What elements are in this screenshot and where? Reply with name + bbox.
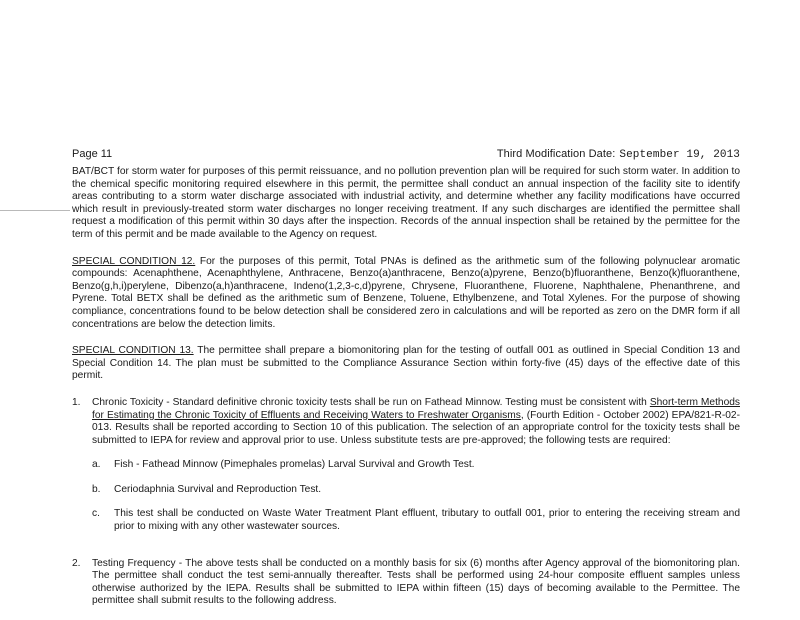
page-header <box>72 148 740 161</box>
special-condition-12-text: For the purposes of this permit, Total PNAs is defined as the arithmetic sum of the following polynuclear aromatic compounds: Acenaphthene, Acenaphthylene, Anthracene, Benzo(a)anthracene, Benzo(a)pyrene, Benzo(b)fluoranthene, Benzo(k)fluoranthene, Benzo(g,h,i)perylene, Dibenzo(a,h)anthracene, Indeno(1,2,3-c,d)pyrene, Chrysene, Fluoranthene, Fluorene, Naphthalene, Phenanthrene, and Pyrene. Total BETX shall be defined as the arithmetic sum of Benzene, Toluene, Ethylbenzene, and Total Xylenes. For the purpose of showing compliance, concentrations found to be below detection shall be considered zero in calculations and will be reported as zero on the DMR form if all concentrations are below the detection limits. <box>72 255 741 330</box>
list-item-text-continued: , (Fourth Edition - October 2002) EPA/821-R-02-013. Results shall be reported according to Section 10 of this publication. The selection of an appropriate control for the toxicity tests shall be submitted to IEPA for review and approval prior to use. Unless substitute tests are pre-approved; the following tests are required: <box>92 409 740 446</box>
modification-date: September 19, 2013 <box>619 149 740 161</box>
list-item <box>72 558 740 608</box>
special-condition-13-heading: SPECIAL CONDITION 13. <box>72 345 194 357</box>
sub-list-item <box>92 508 740 533</box>
list-item-text: Chronic Toxicity - Standard definitive chronic toxicity tests shall be run on Fathead Minnow. Testing must be consistent with <box>92 396 647 408</box>
scan-artifact-line <box>0 210 70 211</box>
requirements-list <box>72 397 740 608</box>
special-condition-12 <box>72 256 740 332</box>
publication-title: Short-term Methods for Estimating the Chronic Toxicity of Effluents and Receiving Waters to Freshwater Organisms <box>92 396 740 421</box>
list-item-number: 1. <box>72 396 81 408</box>
sub-item-letter: a. <box>92 459 101 471</box>
modification-label: Third Modification Date: <box>496 148 616 160</box>
sub-list <box>92 459 740 533</box>
modification-date-block <box>497 148 740 161</box>
list-item-number: 2. <box>72 557 81 569</box>
special-condition-13-text: The permittee shall prepare a biomonitoring plan for the testing of outfall 001 as outlined in Special Condition 13 and Special Condition 14. The plan must be submitted to the Compliance Assurance Section within forty-five (45) days of the effective date of this permit. <box>72 345 740 382</box>
sub-item-text: Fish - Fathead Minnow (Pimephales promelas) Larval Survival and Growth Test. <box>114 459 475 471</box>
sub-list-item <box>92 484 740 497</box>
list-item <box>72 397 740 546</box>
sub-list-item <box>92 459 740 472</box>
special-condition-12-heading: SPECIAL CONDITION 12. <box>72 255 196 267</box>
sub-item-text: Ceriodaphnia Survival and Reproduction Test. <box>114 483 322 495</box>
sub-item-letter: b. <box>92 483 101 495</box>
page-number: Page 11 <box>72 148 113 160</box>
list-item-text: Testing Frequency - The above tests shall be conducted on a monthly basis for six (6) months after Agency approval of the biomonitoring plan. The permittee shall conduct the test semi-annually thereafter. Tests shall be performed using 24-hour composite effluent samples unless otherwise authorized by the IEPA. Results shall be submitted to IEPA within fifteen (15) days of becoming available to the Permittee. The permittee shall submit results to the following address. <box>92 557 740 607</box>
document-body <box>72 166 740 620</box>
list-item-content <box>92 397 740 546</box>
sub-item-text: This test shall be conducted on Waste Water Treatment Plant effluent, tributary to outfall 001, prior to entering the receiving stream and prior to mixing with any other wastewater sources. <box>114 508 740 533</box>
intro-paragraph: BAT/BCT for storm water for purposes of this permit reissuance, and no pollution prevention plan will be required for such storm water. In addition to the chemical specific monitoring required elsewhere in this permit, the permittee shall conduct an annual inspection of the facility site to identify areas contributing to a storm water discharge associated with industrial activity, and determine whether any facility modifications have occurred which result in previously-treated storm water discharges no longer receiving treatment. If any such discharges are identified the permittee shall request a modification of this permit within 30 days after the inspection. Records of the annual inspection shall be retained by the permittee for the term of this permit and be made available to the Agency on request. <box>72 166 740 240</box>
sub-item-letter: c. <box>92 508 100 520</box>
special-condition-13 <box>72 345 740 383</box>
